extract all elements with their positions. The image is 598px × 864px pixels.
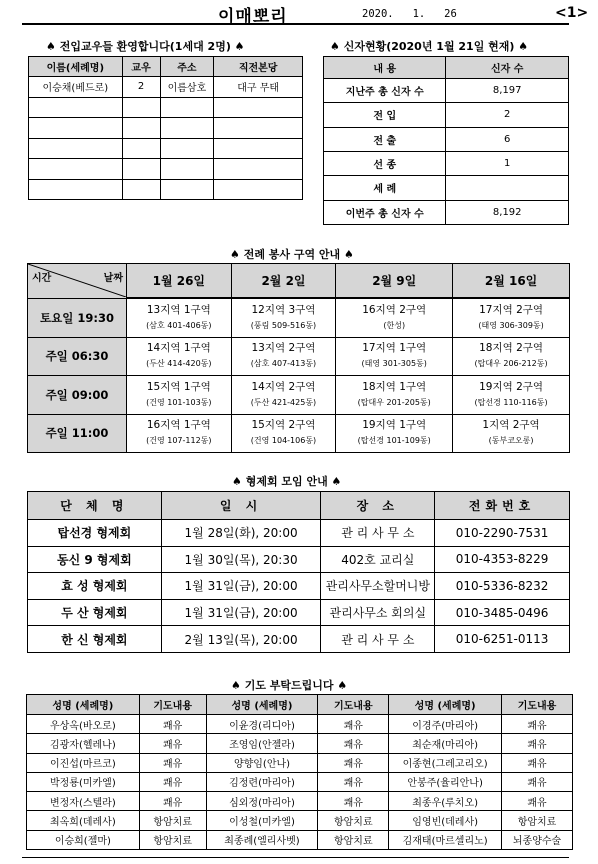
newcomer-cell: 2 bbox=[122, 77, 160, 98]
gathering-group: 탑선경 형제회 bbox=[28, 520, 162, 547]
newcomer-cell: 대구 무태 bbox=[214, 77, 303, 98]
prayer-intent: 항암치료 bbox=[139, 811, 206, 830]
prayer-intent: 쾌유 bbox=[139, 792, 206, 811]
gathering-datetime: 1월 31일(금), 20:00 bbox=[161, 599, 321, 626]
believers-value: 6 bbox=[446, 127, 569, 151]
gathering-datetime: 2월 13일(목), 20:00 bbox=[161, 626, 321, 653]
duty-buildings: (풍림 509-516동) bbox=[250, 320, 317, 330]
gathering-row bbox=[28, 520, 570, 547]
col-family: 교우 bbox=[122, 57, 160, 77]
duty-date: 2월 16일 bbox=[453, 264, 570, 299]
gathering-place: 관 리 사 무 소 bbox=[321, 520, 435, 547]
footer-rule bbox=[22, 857, 569, 858]
corner-time-label: 시간 bbox=[32, 273, 52, 284]
duty-cell bbox=[127, 376, 232, 414]
newcomer-cell bbox=[214, 97, 303, 118]
prayer-name: 안봉주(율리안나) bbox=[389, 772, 502, 791]
col-prayer-name: 성명 (세례명) bbox=[27, 695, 140, 715]
newcomer-cell: 이승채(베드로) bbox=[29, 77, 123, 98]
issue-date: 2020. 1. 26 bbox=[362, 8, 457, 20]
duty-date: 2월 2일 bbox=[231, 264, 336, 299]
prayer-intent: 쾌유 bbox=[502, 753, 573, 772]
prayer-title: ♠ 기도 부탁드립니다 ♠ bbox=[231, 679, 348, 692]
duty-date: 1월 26일 bbox=[127, 264, 232, 299]
duty-buildings: (삼호 401-406동) bbox=[146, 320, 212, 330]
believers-label: 이번주 총 신자 수 bbox=[324, 200, 446, 224]
gathering-place: 관 리 사 무 소 bbox=[321, 626, 435, 653]
col-content: 내 용 bbox=[324, 57, 446, 79]
prayer-intent: 쾌유 bbox=[502, 792, 573, 811]
prayer-row bbox=[27, 830, 573, 849]
prayer-name: 변정자(스텔라) bbox=[27, 792, 140, 811]
gathering-group: 두 산 형제회 bbox=[28, 599, 162, 626]
duty-area: 13지역 1구역 bbox=[146, 303, 211, 316]
prayer-name: 박정룡(미카엘) bbox=[27, 772, 140, 791]
newcomer-cell bbox=[29, 97, 123, 118]
prayer-row bbox=[27, 753, 573, 772]
duty-cell bbox=[231, 376, 336, 414]
newcomers-header-row bbox=[29, 57, 303, 77]
duty-time: 주일 06:30 bbox=[28, 337, 127, 375]
duty-area: 14지역 2구역 bbox=[251, 380, 316, 393]
col-place: 장 소 bbox=[321, 492, 435, 520]
col-name: 이름(세례명) bbox=[29, 57, 123, 77]
prayer-row bbox=[27, 811, 573, 830]
duty-row bbox=[28, 376, 570, 414]
duty-area: 19지역 1구역 bbox=[362, 419, 427, 432]
believers-label: 전 출 bbox=[324, 127, 446, 151]
prayer-intent: 쾌유 bbox=[318, 715, 389, 734]
page-number: <1> bbox=[555, 5, 589, 21]
duty-buildings: (건영 104-106동) bbox=[250, 436, 317, 446]
believers-title: ♠ 신자현황(2020년 1월 21일 현재) ♠ bbox=[330, 40, 529, 53]
newcomer-cell bbox=[122, 97, 160, 118]
duty-row bbox=[28, 298, 570, 337]
duty-buildings: (한성) bbox=[383, 320, 406, 330]
prayer-intent: 쾌유 bbox=[318, 792, 389, 811]
prayer-intent: 쾌유 bbox=[139, 715, 206, 734]
duty-cell bbox=[453, 337, 570, 375]
newcomer-row bbox=[29, 118, 303, 139]
duty-row bbox=[28, 414, 570, 452]
prayer-intent: 쾌유 bbox=[318, 734, 389, 753]
believers-row bbox=[324, 103, 569, 127]
gathering-row bbox=[28, 599, 570, 626]
newcomer-cell bbox=[122, 138, 160, 159]
duty-area: 18지역 1구역 bbox=[362, 380, 427, 393]
prayer-row bbox=[27, 792, 573, 811]
duty-area: 17지역 2구역 bbox=[479, 303, 544, 316]
believers-row bbox=[324, 151, 569, 175]
believers-value: 8,192 bbox=[446, 200, 569, 224]
gatherings-table bbox=[27, 491, 570, 653]
col-address: 주소 bbox=[160, 57, 214, 77]
col-prayer-intent: 기도내용 bbox=[318, 695, 389, 715]
duty-area: 14지역 1구역 bbox=[146, 342, 211, 355]
prayer-name: 최옥희(데레사) bbox=[27, 811, 140, 830]
prayer-intent: 쾌유 bbox=[318, 753, 389, 772]
duty-cell bbox=[453, 414, 570, 452]
believers-table bbox=[323, 56, 569, 225]
prayer-intent: 뇌종양수술 bbox=[502, 830, 573, 849]
newcomer-cell bbox=[29, 179, 123, 200]
gathering-phone: 010-5336-8232 bbox=[435, 573, 570, 600]
duty-area: 12지역 3구역 bbox=[251, 303, 316, 316]
believers-label: 전 입 bbox=[324, 103, 446, 127]
gatherings-header-row bbox=[28, 492, 570, 520]
prayer-row bbox=[27, 772, 573, 791]
duty-cell bbox=[336, 337, 453, 375]
newcomer-cell bbox=[160, 138, 214, 159]
gathering-row bbox=[28, 626, 570, 653]
prayer-name: 심외정(마리아) bbox=[206, 792, 318, 811]
newcomer-cell bbox=[122, 179, 160, 200]
duty-cell bbox=[453, 376, 570, 414]
duty-cell bbox=[453, 298, 570, 337]
newcomer-cell bbox=[214, 138, 303, 159]
prayer-header-row bbox=[27, 695, 573, 715]
duty-area: 15지역 2구역 bbox=[251, 419, 316, 432]
duty-area: 19지역 2구역 bbox=[479, 380, 544, 393]
prayer-name: 이윤경(리디아) bbox=[206, 715, 318, 734]
duty-title: ♠ 전례 봉사 구역 안내 ♠ bbox=[230, 248, 354, 261]
newcomer-cell bbox=[160, 118, 214, 139]
newcomer-cell bbox=[122, 118, 160, 139]
prayer-intent: 항암치료 bbox=[318, 830, 389, 849]
newcomer-cell bbox=[29, 138, 123, 159]
newcomer-row bbox=[29, 138, 303, 159]
col-prev-parish: 직전본당 bbox=[214, 57, 303, 77]
prayer-intent: 쾌유 bbox=[139, 772, 206, 791]
col-phone: 전화번호 bbox=[435, 492, 570, 520]
duty-cell bbox=[336, 298, 453, 337]
gathering-phone: 010-6251-0113 bbox=[435, 626, 570, 653]
gathering-group: 한 신 형제회 bbox=[28, 626, 162, 653]
corner-date-label: 날짜 bbox=[103, 273, 123, 284]
prayer-name: 최종우(루치오) bbox=[389, 792, 502, 811]
duty-cell bbox=[127, 298, 232, 337]
prayer-name: 김재태(마르셀리노) bbox=[389, 830, 502, 849]
newcomer-cell bbox=[29, 118, 123, 139]
duty-area: 16지역 2구역 bbox=[362, 303, 427, 316]
duty-row bbox=[28, 337, 570, 375]
believers-row bbox=[324, 79, 569, 103]
newcomer-cell bbox=[214, 159, 303, 180]
prayer-intent: 쾌유 bbox=[502, 715, 573, 734]
duty-area: 16지역 1구역 bbox=[146, 419, 211, 432]
gathering-datetime: 1월 28일(화), 20:00 bbox=[161, 520, 321, 547]
prayer-intent: 쾌유 bbox=[318, 772, 389, 791]
duty-buildings: (삼호 407-413동) bbox=[250, 359, 317, 369]
newcomer-cell bbox=[160, 179, 214, 200]
duty-table bbox=[27, 263, 570, 453]
duty-time: 주일 09:00 bbox=[28, 376, 127, 414]
duty-buildings: (탑대우 206-212동) bbox=[474, 359, 548, 369]
prayer-name: 최종례(엘리사벳) bbox=[206, 830, 318, 849]
newcomer-row bbox=[29, 179, 303, 200]
duty-time: 토요일 19:30 bbox=[28, 298, 127, 337]
col-prayer-name: 성명 (세례명) bbox=[206, 695, 318, 715]
prayer-name: 이경주(마리아) bbox=[389, 715, 502, 734]
prayer-intent: 쾌유 bbox=[139, 753, 206, 772]
gathering-place: 관리사무소할머니방 bbox=[321, 573, 435, 600]
believers-row bbox=[324, 127, 569, 151]
believers-header-row bbox=[324, 57, 569, 79]
newcomers-title: ♠ 전입교우들 환영합니다(1세대 2명) ♠ bbox=[46, 40, 245, 53]
duty-buildings: (탑선경 101-109동) bbox=[357, 436, 431, 446]
newcomer-row bbox=[29, 97, 303, 118]
duty-buildings: (탑선경 110-116동) bbox=[474, 397, 548, 407]
duty-date: 2월 9일 bbox=[336, 264, 453, 299]
newsletter-header bbox=[22, 3, 589, 27]
duty-buildings: (태영 306-309동) bbox=[478, 320, 544, 330]
col-count: 신자 수 bbox=[446, 57, 569, 79]
duty-cell bbox=[127, 414, 232, 452]
believers-label: 지난주 총 신자 수 bbox=[324, 79, 446, 103]
prayer-intent: 쾌유 bbox=[502, 772, 573, 791]
col-prayer-intent: 기도내용 bbox=[502, 695, 573, 715]
prayer-intent: 항암치료 bbox=[139, 830, 206, 849]
duty-area: 13지역 2구역 bbox=[251, 342, 316, 355]
newsletter-title: 이매뽀리 bbox=[218, 7, 288, 27]
newcomer-cell bbox=[29, 159, 123, 180]
duty-time: 주일 11:00 bbox=[28, 414, 127, 452]
gathering-row bbox=[28, 546, 570, 573]
gathering-phone: 010-3485-0496 bbox=[435, 599, 570, 626]
duty-area: 17지역 1구역 bbox=[362, 342, 427, 355]
prayer-name: 이종현(그레고리오) bbox=[389, 753, 502, 772]
gathering-place: 402호 교리실 bbox=[321, 546, 435, 573]
newcomer-cell: 이름삼호 bbox=[160, 77, 214, 98]
gathering-datetime: 1월 31일(금), 20:00 bbox=[161, 573, 321, 600]
prayer-table bbox=[26, 694, 573, 850]
believers-row bbox=[324, 176, 569, 200]
gathering-phone: 010-4353-8229 bbox=[435, 546, 570, 573]
believers-value bbox=[446, 176, 569, 200]
gathering-row bbox=[28, 573, 570, 600]
header-rule bbox=[22, 23, 569, 25]
newcomer-row bbox=[29, 77, 303, 98]
gathering-datetime: 1월 30일(목), 20:30 bbox=[161, 546, 321, 573]
duty-area: 18지역 2구역 bbox=[479, 342, 544, 355]
gathering-group: 동신 9 형제회 bbox=[28, 546, 162, 573]
duty-area: 15지역 1구역 bbox=[146, 380, 211, 393]
newcomer-cell bbox=[160, 159, 214, 180]
believers-row bbox=[324, 200, 569, 224]
duty-cell bbox=[231, 414, 336, 452]
duty-buildings: (건영 101-103동) bbox=[146, 397, 212, 407]
gathering-phone: 010-2290-7531 bbox=[435, 520, 570, 547]
newcomers-table bbox=[28, 56, 303, 200]
newcomer-cell bbox=[214, 179, 303, 200]
prayer-name: 양향임(안나) bbox=[206, 753, 318, 772]
believers-label: 선 종 bbox=[324, 151, 446, 175]
duty-cell bbox=[336, 414, 453, 452]
believers-value: 8,197 bbox=[446, 79, 569, 103]
duty-buildings: (탑대우 201-205동) bbox=[357, 397, 431, 407]
duty-buildings: (태영 301-305동) bbox=[361, 359, 427, 369]
prayer-name: 김정련(마리아) bbox=[206, 772, 318, 791]
duty-cell bbox=[336, 376, 453, 414]
gatherings-title: ♠ 형제회 모임 안내 ♠ bbox=[232, 475, 342, 488]
duty-cell bbox=[231, 298, 336, 337]
duty-buildings: (건영 107-112동) bbox=[146, 436, 212, 446]
duty-buildings: (두산 414-420동) bbox=[146, 359, 212, 369]
duty-cell bbox=[127, 337, 232, 375]
duty-header-row bbox=[28, 264, 570, 299]
duty-corner bbox=[28, 264, 127, 299]
duty-buildings: (두산 421-425동) bbox=[250, 397, 317, 407]
duty-area: 1지역 2구역 bbox=[482, 419, 540, 432]
gathering-place: 관리사무소 회의실 bbox=[321, 599, 435, 626]
col-datetime: 일 시 bbox=[161, 492, 321, 520]
prayer-name: 김광자(헬레나) bbox=[27, 734, 140, 753]
prayer-name: 우상옥(바오로) bbox=[27, 715, 140, 734]
prayer-name: 임영빈(데레사) bbox=[389, 811, 502, 830]
prayer-row bbox=[27, 715, 573, 734]
duty-buildings: (동부코오롱) bbox=[488, 436, 534, 446]
newcomer-cell bbox=[214, 118, 303, 139]
col-group: 단 체 명 bbox=[28, 492, 162, 520]
prayer-intent: 쾌유 bbox=[502, 734, 573, 753]
prayer-row bbox=[27, 734, 573, 753]
prayer-intent: 항암치료 bbox=[502, 811, 573, 830]
duty-cell bbox=[231, 337, 336, 375]
prayer-intent: 쾌유 bbox=[139, 734, 206, 753]
newcomer-cell bbox=[160, 97, 214, 118]
gathering-group: 효 성 형제회 bbox=[28, 573, 162, 600]
newcomer-cell bbox=[122, 159, 160, 180]
prayer-name: 최순재(마리아) bbox=[389, 734, 502, 753]
newcomer-row bbox=[29, 159, 303, 180]
col-prayer-name: 성명 (세례명) bbox=[389, 695, 502, 715]
believers-value: 2 bbox=[446, 103, 569, 127]
prayer-name: 이성철(미카엘) bbox=[206, 811, 318, 830]
prayer-name: 이승희(젤마) bbox=[27, 830, 140, 849]
prayer-name: 조영임(안젤라) bbox=[206, 734, 318, 753]
prayer-name: 이진섭(마르코) bbox=[27, 753, 140, 772]
col-prayer-intent: 기도내용 bbox=[139, 695, 206, 715]
believers-label: 세 례 bbox=[324, 176, 446, 200]
prayer-intent: 항암치료 bbox=[318, 811, 389, 830]
believers-value: 1 bbox=[446, 151, 569, 175]
